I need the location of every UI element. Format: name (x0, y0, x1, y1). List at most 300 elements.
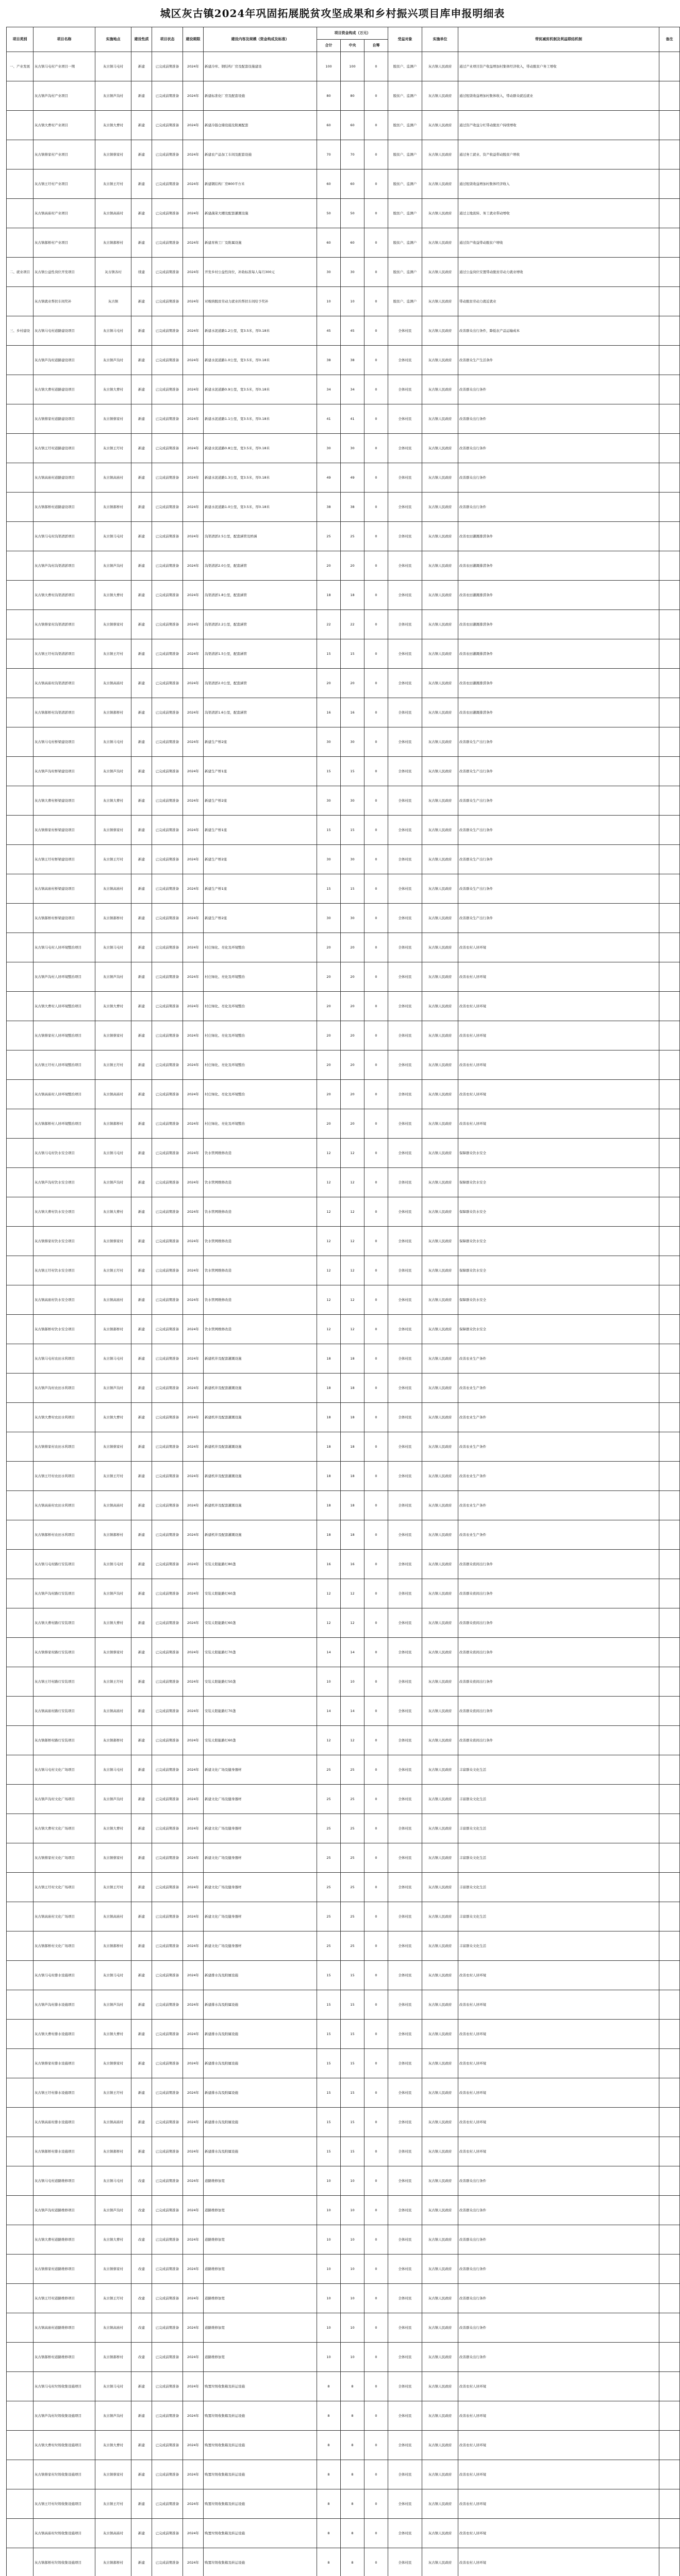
beneficiary-cell: 全体村民 (388, 1197, 422, 1227)
total-cell: 100 (317, 52, 341, 81)
total-cell: 30 (317, 727, 341, 757)
location-cell: 灰古镇高庙村 (95, 2313, 131, 2343)
table-row (7, 2225, 680, 2255)
period-cell: 2024年 (183, 1432, 204, 1462)
mechanism-cell: 丰富群众文化生活 (458, 1755, 659, 1785)
note-cell (659, 1843, 680, 1873)
total-cell: 20 (317, 992, 341, 1021)
mechanism-cell: 改善农村人居环境 (458, 2489, 659, 2519)
note-cell (659, 228, 680, 258)
unit-cell: 灰古镇人民政府 (422, 874, 458, 904)
unit-cell: 灰古镇人民政府 (422, 1520, 458, 1550)
table-row (7, 2519, 680, 2548)
unit-cell: 灰古镇人民政府 (422, 1667, 458, 1697)
central-cell: 20 (341, 1080, 364, 1109)
unit-cell: 灰古镇人民政府 (422, 1139, 458, 1168)
status-cell: 已完成前期准备 (152, 933, 183, 962)
table-row (7, 874, 680, 904)
unit-cell: 灰古镇人民政府 (422, 2548, 458, 2576)
project-name-cell: 灰古镇蔡家村道路维修项目 (34, 2255, 95, 2284)
type-cell: 新建 (131, 1139, 152, 1168)
mechanism-cell: 改善农村人居环境 (458, 1109, 659, 1139)
category-cell (7, 2343, 34, 2372)
unit-cell: 灰古镇人民政府 (422, 2372, 458, 2401)
content-cell: 新建文化广场及健身器材 (204, 1785, 317, 1814)
project-name-cell: 灰古镇王圩村桥梁建设项目 (34, 845, 95, 874)
total-cell: 30 (317, 786, 341, 816)
unit-cell: 灰古镇人民政府 (422, 757, 458, 786)
location-cell: 灰古镇王圩村 (95, 434, 131, 463)
local-cell: 0 (364, 1726, 388, 1755)
mechanism-cell: 改善农田灌溉排涝条件 (458, 581, 659, 610)
period-cell: 2024年 (183, 2343, 204, 2372)
type-cell: 新建 (131, 2401, 152, 2431)
status-cell: 已完成前期准备 (152, 1814, 183, 1843)
status-cell: 已完成前期准备 (152, 2519, 183, 2548)
note-cell (659, 2519, 680, 2548)
content-cell: 购置垃圾收集箱及转运设施 (204, 2519, 317, 2548)
period-cell: 2024年 (183, 170, 204, 199)
central-cell: 8 (341, 2519, 364, 2548)
central-cell: 38 (341, 346, 364, 375)
period-cell: 2024年 (183, 1109, 204, 1139)
project-name-cell: 灰古镇郝桥村道路建设项目 (34, 493, 95, 522)
local-cell: 0 (364, 551, 388, 581)
project-name-cell: 灰古镇王圩村农田水利项目 (34, 1462, 95, 1491)
status-cell: 已完成前期准备 (152, 2343, 183, 2372)
total-cell: 15 (317, 2049, 341, 2078)
content-cell: 饮水管网维修改造 (204, 1197, 317, 1227)
period-cell: 2024年 (183, 757, 204, 786)
period-cell: 2024年 (183, 199, 204, 228)
central-cell: 12 (341, 1139, 364, 1168)
category-cell (7, 2255, 34, 2284)
beneficiary-cell: 全体村民 (388, 727, 422, 757)
status-cell: 已完成前期准备 (152, 1021, 183, 1050)
location-cell: 灰古镇芦沟村 (95, 2401, 131, 2431)
beneficiary-cell: 全体村民 (388, 1021, 422, 1050)
period-cell: 2024年 (183, 1315, 204, 1344)
central-cell: 20 (341, 1021, 364, 1050)
location-cell: 灰古镇高庙村 (95, 669, 131, 698)
project-name-cell: 灰古镇芦沟村道路维修项目 (34, 2196, 95, 2225)
central-cell: 12 (341, 1726, 364, 1755)
period-cell: 2024年 (183, 727, 204, 757)
local-cell: 0 (364, 1667, 388, 1697)
note-cell (659, 404, 680, 434)
local-cell: 0 (364, 1403, 388, 1432)
total-cell: 22 (317, 610, 341, 639)
project-name-cell: 灰古镇芦沟村人居环境整治项目 (34, 962, 95, 992)
category-cell (7, 2489, 34, 2519)
location-cell: 灰古镇高庙村 (95, 1285, 131, 1315)
category-cell (7, 1491, 34, 1520)
period-cell: 2024年 (183, 1608, 204, 1638)
type-cell: 新建 (131, 1931, 152, 1961)
project-name-cell: 灰古镇蔡家村人居环境整治项目 (34, 1021, 95, 1050)
status-cell: 已完成前期准备 (152, 874, 183, 904)
content-cell: 新建排水沟及附属设施 (204, 2108, 317, 2137)
status-cell: 已完成前期准备 (152, 610, 183, 639)
location-cell: 灰古镇芦沟村 (95, 757, 131, 786)
project-name-cell: 灰古镇大曹村路灯安装项目 (34, 1608, 95, 1638)
central-cell: 8 (341, 2431, 364, 2460)
table-row (7, 1785, 680, 1814)
beneficiary-cell: 全体村民 (388, 1961, 422, 1990)
project-name-cell: 灰古镇王圩村排水设施项目 (34, 2078, 95, 2108)
project-name-cell: 灰古镇芦沟村沟渠清淤项目 (34, 551, 95, 581)
status-cell: 已完成前期准备 (152, 2313, 183, 2343)
project-name-cell: 灰古镇王圩村道路建设项目 (34, 434, 95, 463)
table-row (7, 2284, 680, 2313)
table-row (7, 375, 680, 404)
mechanism-cell: 改善群众夜间出行条件 (458, 1667, 659, 1697)
status-cell: 已完成前期准备 (152, 1256, 183, 1285)
note-cell (659, 786, 680, 816)
project-name-cell: 灰古镇郝桥村路灯安装项目 (34, 1726, 95, 1755)
period-cell: 2024年 (183, 1227, 204, 1256)
unit-cell: 灰古镇人民政府 (422, 845, 458, 874)
total-cell: 12 (317, 1168, 341, 1197)
period-cell: 2024年 (183, 2255, 204, 2284)
location-cell: 灰古镇王圩村 (95, 1873, 131, 1902)
period-cell: 2024年 (183, 1197, 204, 1227)
total-cell: 10 (317, 2343, 341, 2372)
status-cell: 已完成前期准备 (152, 581, 183, 610)
note-cell (659, 2284, 680, 2313)
category-cell (7, 1344, 34, 1374)
location-cell: 灰古镇蔡家村 (95, 1227, 131, 1256)
mechanism-cell: 改善农田灌溉排涝条件 (458, 669, 659, 698)
status-cell: 已完成前期准备 (152, 727, 183, 757)
category-cell (7, 1579, 34, 1608)
location-cell: 灰古镇各村 (95, 258, 131, 287)
beneficiary-cell: 全体村民 (388, 346, 422, 375)
category-cell (7, 581, 34, 610)
table-row (7, 1197, 680, 1227)
unit-cell: 灰古镇人民政府 (422, 1579, 458, 1608)
period-cell: 2024年 (183, 2519, 204, 2548)
category-cell (7, 2431, 34, 2460)
location-cell: 灰古镇郝桥村 (95, 698, 131, 727)
content-cell: 新建生产桥1座 (204, 874, 317, 904)
total-cell: 30 (317, 258, 341, 287)
category-cell (7, 639, 34, 669)
location-cell: 灰古镇高庙村 (95, 2519, 131, 2548)
project-name-cell: 灰古镇芦沟村产业项目 (34, 81, 95, 111)
central-cell: 25 (341, 1902, 364, 1931)
central-cell: 10 (341, 2166, 364, 2196)
table-row (7, 1608, 680, 1638)
project-name-cell: 灰古镇王圩村垃圾收集设施项目 (34, 2489, 95, 2519)
mechanism-cell: 改善农村人居环境 (458, 2548, 659, 2576)
project-name-cell: 灰古镇郝桥村文化广场项目 (34, 1931, 95, 1961)
mechanism-cell: 改善群众出行条件，降低农产品运输成本 (458, 316, 659, 346)
content-cell: 沟渠清淤2.2公里，配套涵管 (204, 610, 317, 639)
content-cell: 新建育秧工厂及附属设施 (204, 228, 317, 258)
mechanism-cell: 改善群众出行条件 (458, 404, 659, 434)
unit-cell: 灰古镇人民政府 (422, 2137, 458, 2166)
table-row (7, 111, 680, 140)
header-name: 项目名称 (34, 27, 95, 52)
project-name-cell: 灰古镇蔡家村垃圾收集设施项目 (34, 2460, 95, 2489)
table-row (7, 522, 680, 551)
central-cell: 30 (341, 258, 364, 287)
project-name-cell: 灰古镇马屯村桥梁建设项目 (34, 727, 95, 757)
total-cell: 25 (317, 522, 341, 551)
category-cell (7, 2519, 34, 2548)
type-cell: 新建 (131, 1227, 152, 1256)
local-cell: 0 (364, 1785, 388, 1814)
content-cell: 道路维修加宽 (204, 2166, 317, 2196)
project-name-cell: 灰古镇高庙村农田水利项目 (34, 1491, 95, 1520)
type-cell: 新建 (131, 1080, 152, 1109)
content-cell: 新建排水沟及附属设施 (204, 1990, 317, 2020)
content-cell: 新建水泥道路0.9公里，宽3.5米，厚0.18米 (204, 375, 317, 404)
unit-cell: 灰古镇人民政府 (422, 522, 458, 551)
beneficiary-cell: 全体村民 (388, 1139, 422, 1168)
category-cell (7, 81, 34, 111)
unit-cell: 灰古镇人民政府 (422, 551, 458, 581)
mechanism-cell: 丰富群众文化生活 (458, 1814, 659, 1843)
table-row (7, 2020, 680, 2049)
type-cell: 新建 (131, 2078, 152, 2108)
content-cell: 新建机井及配套灌溉设施 (204, 1432, 317, 1462)
status-cell: 已完成前期准备 (152, 2284, 183, 2313)
table-row (7, 493, 680, 522)
category-cell (7, 874, 34, 904)
content-cell: 购置垃圾收集箱及转运设施 (204, 2548, 317, 2576)
type-cell: 新建 (131, 404, 152, 434)
mechanism-cell: 改善群众出行条件 (458, 434, 659, 463)
category-cell (7, 2284, 34, 2313)
central-cell: 25 (341, 1843, 364, 1873)
local-cell: 0 (364, 992, 388, 1021)
status-cell: 已完成前期准备 (152, 2489, 183, 2519)
period-cell: 2024年 (183, 1344, 204, 1374)
local-cell: 0 (364, 727, 388, 757)
central-cell: 14 (341, 1697, 364, 1726)
category-cell (7, 2137, 34, 2166)
status-cell: 已完成前期准备 (152, 2049, 183, 2078)
central-cell: 30 (341, 434, 364, 463)
table-row (7, 1697, 680, 1726)
period-cell: 2024年 (183, 258, 204, 287)
table-row (7, 1990, 680, 2020)
type-cell: 新建 (131, 170, 152, 199)
local-cell: 0 (364, 816, 388, 845)
table-row (7, 816, 680, 845)
local-cell: 0 (364, 1931, 388, 1961)
content-cell: 新建机井及配套灌溉设施 (204, 1520, 317, 1550)
status-cell: 已完成前期准备 (152, 1197, 183, 1227)
type-cell: 新建 (131, 2489, 152, 2519)
central-cell: 15 (341, 1990, 364, 2020)
status-cell: 已完成前期准备 (152, 1961, 183, 1990)
beneficiary-cell: 全体村民 (388, 2519, 422, 2548)
unit-cell: 灰古镇人民政府 (422, 962, 458, 992)
table-row (7, 1520, 680, 1550)
content-cell: 道路维修加宽 (204, 2255, 317, 2284)
unit-cell: 灰古镇人民政府 (422, 1315, 458, 1344)
period-cell: 2024年 (183, 992, 204, 1021)
local-cell: 0 (364, 2225, 388, 2255)
content-cell: 道路维修加宽 (204, 2196, 317, 2225)
location-cell: 灰古镇王圩村 (95, 639, 131, 669)
central-cell: 10 (341, 2196, 364, 2225)
status-cell: 已完成前期准备 (152, 404, 183, 434)
period-cell: 2024年 (183, 1667, 204, 1697)
status-cell: 已完成前期准备 (152, 258, 183, 287)
central-cell: 12 (341, 1227, 364, 1256)
type-cell: 新建 (131, 1990, 152, 2020)
local-cell: 0 (364, 1550, 388, 1579)
total-cell: 70 (317, 140, 341, 170)
note-cell (659, 845, 680, 874)
content-cell: 新建机井及配套灌溉设施 (204, 1374, 317, 1403)
period-cell: 2024年 (183, 316, 204, 346)
beneficiary-cell: 全体村民 (388, 1785, 422, 1814)
project-name-cell: 灰古镇王圩村饮水安全项目 (34, 1256, 95, 1285)
total-cell: 15 (317, 2108, 341, 2137)
type-cell: 新建 (131, 1050, 152, 1080)
period-cell: 2024年 (183, 2401, 204, 2431)
unit-cell: 灰古镇人民政府 (422, 434, 458, 463)
note-cell (659, 2049, 680, 2078)
beneficiary-cell: 全体村民 (388, 845, 422, 874)
project-name-cell: 灰古镇马屯村饮水安全项目 (34, 1139, 95, 1168)
beneficiary-cell: 全体村民 (388, 434, 422, 463)
local-cell: 0 (364, 287, 388, 316)
beneficiary-cell: 全体村民 (388, 1344, 422, 1374)
central-cell: 18 (341, 1374, 364, 1403)
period-cell: 2024年 (183, 140, 204, 170)
content-cell: 新建生产桥1座 (204, 816, 317, 845)
note-cell (659, 346, 680, 375)
note-cell (659, 551, 680, 581)
mechanism-cell: 改善农村人居环境 (458, 962, 659, 992)
period-cell: 2024年 (183, 639, 204, 669)
central-cell: 12 (341, 1579, 364, 1608)
central-cell: 18 (341, 1432, 364, 1462)
table-row (7, 52, 680, 81)
period-cell: 2024年 (183, 434, 204, 463)
table-row (7, 933, 680, 962)
content-cell: 新建机井及配套灌溉设施 (204, 1491, 317, 1520)
content-cell: 村庄绿化、亮化及环境整治 (204, 1109, 317, 1139)
project-name-cell: 灰古镇芦沟村路灯安装项目 (34, 1579, 95, 1608)
local-cell: 0 (364, 962, 388, 992)
note-cell (659, 1608, 680, 1638)
note-cell (659, 1638, 680, 1667)
total-cell: 15 (317, 1990, 341, 2020)
status-cell: 已完成前期准备 (152, 522, 183, 551)
unit-cell: 灰古镇人民政府 (422, 111, 458, 140)
location-cell: 灰古镇大曹村 (95, 111, 131, 140)
content-cell: 新建冷库、钢结构厂房及配套设施建设 (204, 52, 317, 81)
central-cell: 15 (341, 2108, 364, 2137)
location-cell: 灰古镇高庙村 (95, 1080, 131, 1109)
total-cell: 30 (317, 904, 341, 933)
mechanism-cell: 改善农业生产条件 (458, 1462, 659, 1491)
category-cell (7, 2078, 34, 2108)
project-name-cell: 灰古镇蔡家村道路建设项目 (34, 404, 95, 434)
total-cell: 18 (317, 1344, 341, 1374)
category-cell (7, 1814, 34, 1843)
mechanism-cell: 改善农村人居环境 (458, 1021, 659, 1050)
table-row (7, 140, 680, 170)
unit-cell: 灰古镇人民政府 (422, 786, 458, 816)
note-cell (659, 1550, 680, 1579)
table-row (7, 2489, 680, 2519)
beneficiary-cell: 脱贫户、监测户 (388, 287, 422, 316)
project-name-cell: 灰古镇芦沟村饮水安全项目 (34, 1168, 95, 1197)
content-cell: 新建排水沟及附属设施 (204, 2137, 317, 2166)
project-name-cell: 灰古镇郝桥村道路维修项目 (34, 2343, 95, 2372)
table-row (7, 2372, 680, 2401)
central-cell: 60 (341, 228, 364, 258)
local-cell: 0 (364, 463, 388, 493)
note-cell (659, 2401, 680, 2431)
location-cell: 灰古镇大曹村 (95, 1814, 131, 1843)
category-cell (7, 2548, 34, 2576)
location-cell: 灰古镇大曹村 (95, 992, 131, 1021)
category-cell (7, 2225, 34, 2255)
location-cell: 灰古镇马屯村 (95, 522, 131, 551)
project-name-cell: 灰古镇就业帮扶车间奖补 (34, 287, 95, 316)
mechanism-cell: 通过资产收益分红带动脱贫户持续增收 (458, 111, 659, 140)
total-cell: 12 (317, 1579, 341, 1608)
table-row (7, 1873, 680, 1902)
location-cell: 灰古镇芦沟村 (95, 1785, 131, 1814)
beneficiary-cell: 全体村民 (388, 375, 422, 404)
total-cell: 18 (317, 1374, 341, 1403)
note-cell (659, 1755, 680, 1785)
status-cell: 已完成前期准备 (152, 1873, 183, 1902)
central-cell: 12 (341, 1168, 364, 1197)
project-name-cell: 灰古镇大曹村道路维修项目 (34, 2225, 95, 2255)
total-cell: 20 (317, 962, 341, 992)
central-cell: 8 (341, 2489, 364, 2519)
period-cell: 2024年 (183, 463, 204, 493)
period-cell: 2024年 (183, 1462, 204, 1491)
content-cell: 新建生产桥2座 (204, 904, 317, 933)
location-cell: 灰古镇大曹村 (95, 2431, 131, 2460)
central-cell: 15 (341, 2137, 364, 2166)
type-cell: 新建 (131, 992, 152, 1021)
period-cell: 2024年 (183, 1285, 204, 1315)
category-cell (7, 2196, 34, 2225)
content-cell: 新建文化广场及健身器材 (204, 1931, 317, 1961)
table-row (7, 1432, 680, 1462)
unit-cell: 灰古镇人民政府 (422, 316, 458, 346)
central-cell: 16 (341, 1550, 364, 1579)
category-cell (7, 2313, 34, 2343)
type-cell: 新建 (131, 874, 152, 904)
type-cell: 新建 (131, 375, 152, 404)
project-name-cell: 灰古镇高庙村排水设施项目 (34, 2108, 95, 2137)
category-cell (7, 1374, 34, 1403)
period-cell: 2024年 (183, 786, 204, 816)
note-cell (659, 287, 680, 316)
status-cell: 已完成前期准备 (152, 1667, 183, 1697)
total-cell: 8 (317, 2372, 341, 2401)
type-cell: 新建 (131, 346, 152, 375)
status-cell: 已完成前期准备 (152, 1990, 183, 2020)
table-row (7, 2108, 680, 2137)
unit-cell: 灰古镇人民政府 (422, 2196, 458, 2225)
type-cell: 新建 (131, 757, 152, 786)
